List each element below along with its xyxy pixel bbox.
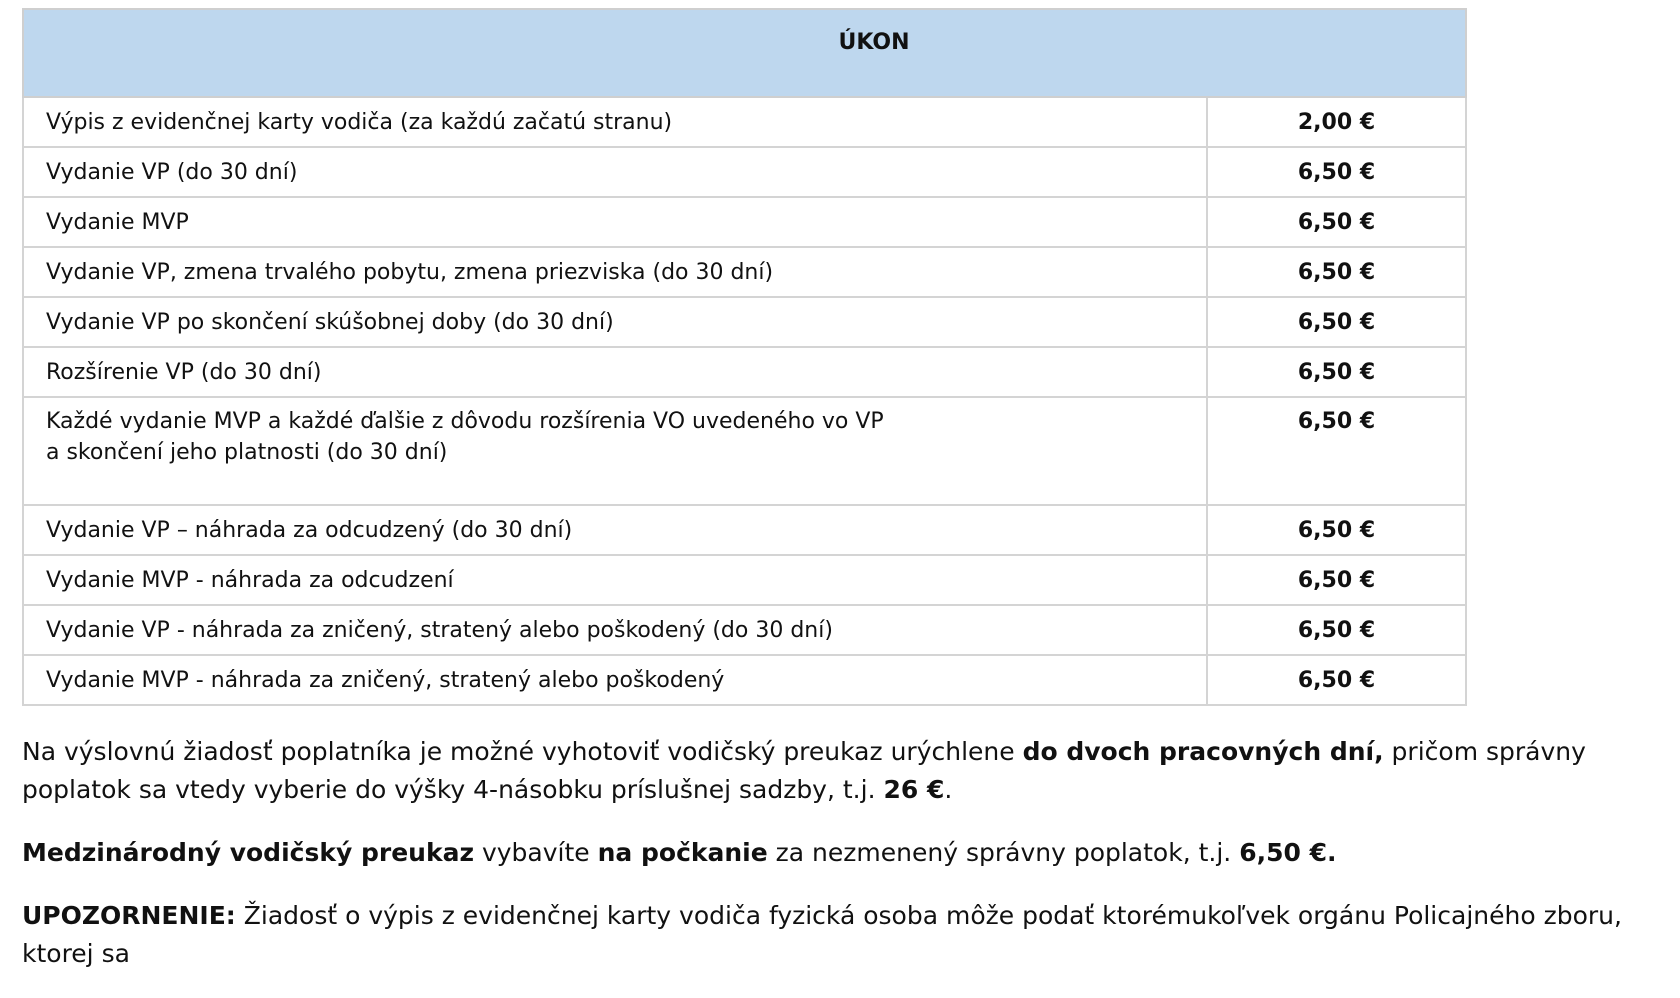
row-price: 6,50 €: [1207, 347, 1466, 397]
bold-text: 6,50 €.: [1239, 838, 1337, 867]
row-price: 6,50 €: [1207, 655, 1466, 705]
table-row: [23, 147, 1466, 197]
text: Žiadosť o výpis z evidenčnej karty vodiča fyzická osoba môže podať ktorémukoľvek orgánu Policajného zboru, ktorej sa: [22, 901, 1622, 968]
row-label-line-2: a skončení jeho platnosti (do 30 dní): [46, 440, 448, 465]
row-price: 6,50 €: [1207, 397, 1466, 505]
table-row: [23, 555, 1466, 605]
warning-note: [22, 897, 1632, 973]
fee-table: [22, 8, 1467, 706]
row-label-multiline: [23, 397, 1207, 505]
row-price: 2,00 €: [1207, 97, 1466, 147]
bold-text: do dvoch pracovných dní,: [1022, 737, 1384, 766]
bold-text: UPOZORNENIE:: [22, 901, 236, 930]
row-label: Vydanie MVP - náhrada za zničený, stratený alebo poškodený: [23, 655, 1207, 705]
row-label-line-1: Každé vydanie MVP a každé ďalšie z dôvodu rozšírenia VO uvedeného vo VP: [46, 409, 884, 434]
row-label: Vydanie MVP: [23, 197, 1207, 247]
text: Na výslovnú žiadosť poplatníka je možné vyhotoviť vodičský preukaz urýchlene: [22, 737, 1023, 766]
bold-text: Medzinárodný vodičský preukaz: [22, 838, 475, 867]
table-row: [23, 397, 1466, 505]
table-row: [23, 247, 1466, 297]
row-price: 6,50 €: [1207, 197, 1466, 247]
text: .: [944, 775, 953, 804]
table-header: [23, 9, 1466, 97]
row-label: Vydanie VP, zmena trvalého pobytu, zmena priezviska (do 30 dní): [23, 247, 1207, 297]
row-label: Vydanie VP po skončení skúšobnej doby (do 30 dní): [23, 297, 1207, 347]
row-label: Vydanie VP – náhrada za odcudzený (do 30 dní): [23, 505, 1207, 555]
table-row: [23, 347, 1466, 397]
row-price: 6,50 €: [1207, 147, 1466, 197]
table-header-label: ÚKON: [838, 30, 910, 55]
row-price: 6,50 €: [1207, 505, 1466, 555]
table-header-row: [23, 9, 1466, 97]
urgent-processing-note: [22, 733, 1632, 809]
row-price: 6,50 €: [1207, 297, 1466, 347]
international-license-note: [22, 834, 1632, 872]
row-label: Vydanie VP (do 30 dní): [23, 147, 1207, 197]
table-row: [23, 655, 1466, 705]
row-label: Výpis z evidenčnej karty vodiča (za každú začatú stranu): [23, 97, 1207, 147]
text: za nezmenený správny poplatok, t.j.: [767, 838, 1240, 867]
row-price: 6,50 €: [1207, 555, 1466, 605]
table-row: [23, 297, 1466, 347]
table-row: [23, 197, 1466, 247]
text: vybavíte: [474, 838, 598, 867]
table-row: [23, 505, 1466, 555]
table-row: [23, 605, 1466, 655]
row-label: Vydanie VP - náhrada za zničený, stratený alebo poškodený (do 30 dní): [23, 605, 1207, 655]
row-label: Vydanie MVP - náhrada za odcudzení: [23, 555, 1207, 605]
row-price: 6,50 €: [1207, 247, 1466, 297]
notes: [22, 733, 1632, 998]
bold-text: na počkanie: [597, 838, 768, 867]
row-label: Rozšírenie VP (do 30 dní): [23, 347, 1207, 397]
table-row: [23, 97, 1466, 147]
bold-text: 26 €: [883, 775, 945, 804]
text: pričom správny poplatok sa vtedy vyberie do výšky 4-násobku príslušnej sadzby, t.j.: [22, 737, 1586, 804]
row-price: 6,50 €: [1207, 605, 1466, 655]
